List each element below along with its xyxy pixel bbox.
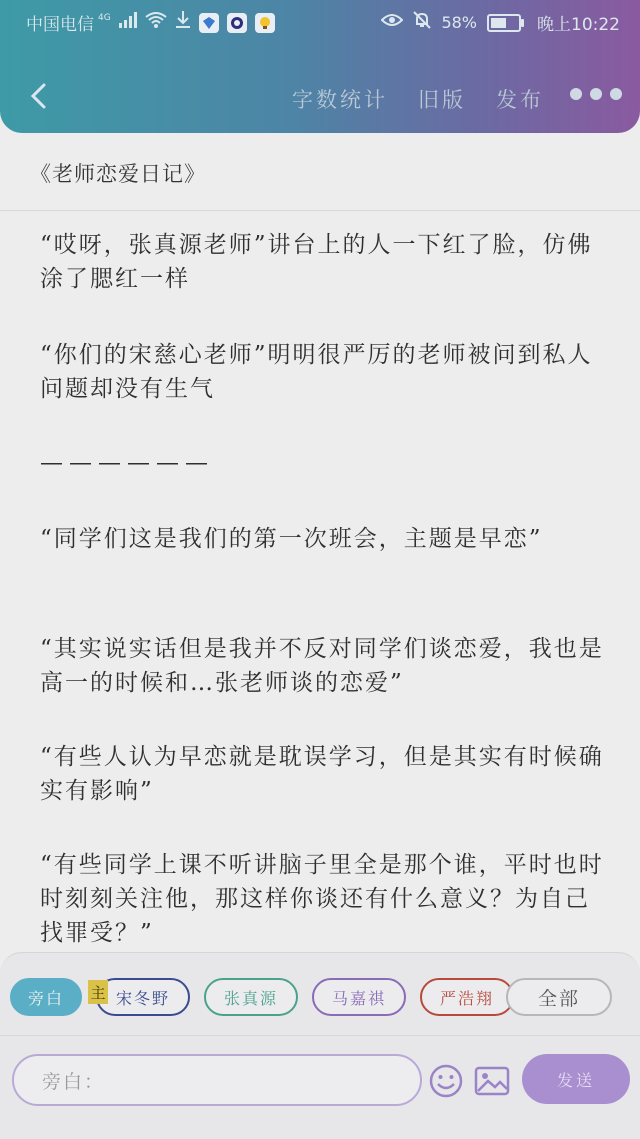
image-icon	[474, 1063, 510, 1099]
character-chip[interactable]	[312, 978, 406, 1016]
paragraph: “其实说实话但是我并不反对同学们谈恋爱，我也是高一的时候和…张老师谈的恋爱”	[40, 636, 604, 696]
chip-label: 严浩翔	[439, 988, 494, 1008]
chip-label: 宋冬野	[115, 988, 170, 1008]
divider	[0, 210, 640, 211]
divider	[0, 1035, 640, 1036]
paragraph: “有些同学上课不听讲脑子里全是那个谁，平时也时时刻刻关注他，那这样你谈还有什么意义？为自己找罪受？”	[40, 852, 604, 946]
send-button[interactable]	[522, 1054, 630, 1104]
navigation-bar	[0, 60, 640, 130]
paragraph: “有些人认为早恋就是耽误学习，但是其实有时候确实有影响”	[40, 744, 604, 804]
battery-percent: 58%	[441, 13, 477, 32]
publish-button[interactable]: 发布	[496, 88, 544, 112]
character-chip[interactable]	[96, 978, 190, 1016]
character-chip-narrator[interactable]	[10, 978, 82, 1016]
image-button[interactable]	[474, 1063, 510, 1099]
app-notification-icon	[199, 13, 219, 33]
chip-label: 旁白	[27, 988, 64, 1008]
more-dots-icon	[590, 88, 602, 100]
old-version-button[interactable]: 旧版	[418, 88, 466, 112]
carrier-label: 中国电信	[26, 15, 94, 35]
more-dots-icon	[610, 88, 622, 100]
message-input[interactable]	[12, 1054, 422, 1106]
network-type: 4G	[98, 12, 111, 23]
paragraph: “同学们这是我们的第一次班会，主题是早恋”	[40, 526, 543, 552]
send-label: 发送	[556, 1070, 595, 1090]
app-notification-icon	[255, 13, 275, 33]
signal-icon	[119, 12, 137, 33]
more-dots-icon	[570, 88, 582, 100]
character-chip[interactable]	[204, 978, 298, 1016]
emoji-button[interactable]	[428, 1063, 464, 1099]
status-bar	[0, 0, 640, 44]
smiley-icon	[428, 1063, 464, 1099]
input-placeholder: 旁白：	[42, 1070, 106, 1093]
battery-icon	[487, 14, 521, 32]
download-icon	[175, 11, 191, 34]
back-button[interactable]	[20, 78, 56, 114]
chip-label: 全部	[537, 987, 580, 1010]
chip-label: 张真源	[223, 988, 278, 1008]
bell-off-icon	[413, 11, 431, 34]
paragraph: “哎呀，张真源老师”讲台上的人一下红了脸，仿佛涂了腮红一样	[40, 232, 593, 292]
clock: 晚上10:22	[537, 15, 620, 35]
wifi-icon	[145, 12, 167, 33]
main-character-tag: 主	[88, 980, 108, 1004]
more-button[interactable]	[570, 88, 626, 104]
chip-label: 马嘉祺	[331, 988, 386, 1008]
word-count-button[interactable]: 字数统计	[292, 88, 388, 112]
app-header	[0, 0, 640, 133]
paragraph: “你们的宋慈心老师”明明很严厉的老师被问到私人问题却没有生气	[40, 342, 593, 402]
eye-icon	[381, 12, 403, 33]
character-chip[interactable]	[420, 978, 514, 1016]
all-characters-chip[interactable]	[506, 978, 612, 1016]
chevron-left-icon	[29, 83, 47, 109]
app-notification-icon	[227, 13, 247, 33]
document-title[interactable]: 《老师恋爱日记》	[30, 162, 206, 186]
paragraph: ——————	[40, 450, 214, 476]
